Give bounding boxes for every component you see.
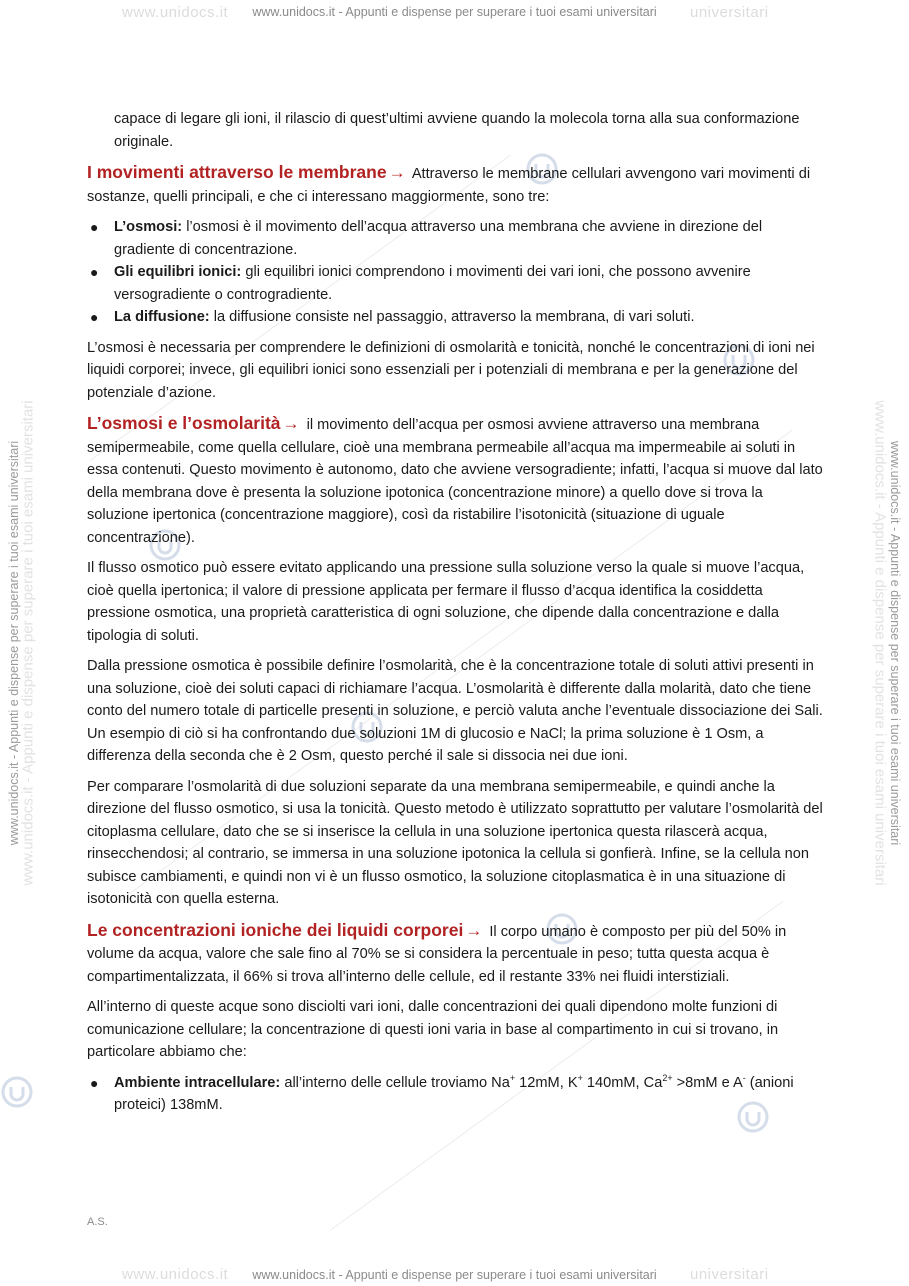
list-item-term: L’osmosi: [114,219,183,235]
footer-initials: A.S. [87,1216,108,1228]
watermark-left: www.unidocs.it - Appunti e dispense per superare i tuoi esami universitari [7,440,21,846]
bullet-dot-icon: ● [90,1074,99,1091]
watermark-top: www.unidocs.it - Appunti e dispense per superare i tuoi esami universitari [252,5,657,19]
superscript: + [509,1072,516,1083]
bullet-dot-icon: ● [90,219,99,235]
paragraph: All’interno di queste acque sono disciolti vari ioni, dalle concentrazioni dei quali dipendono molte funzioni di comunicazione cellulare; la concentrazione di questi ioni varia in base al compartimento in cui si trovano, in particolare abbiamo che: [87,999,779,1060]
list-item-text: gli equilibri ionici comprendono i movimenti dei vari ioni, che possono avvenire versogradiente o controgradiente. [114,264,751,303]
list-item-term: Ambiente intracellulare: [114,1074,281,1091]
paragraph-continuation: capace di legare gli ioni, il rilascio di quest’ultimi avviene quando la molecola torna alla sua conformazione originale. [114,111,800,150]
bullet-list-movements [87,216,825,329]
watermark-right: www.unidocs.it - Appunti e dispense per superare i tuoi esami universitari [888,440,902,846]
paragraph: L’osmosi è necessaria per comprendere le definizioni di osmolarità e tonicità, nonché le concentrazioni di ioni nei liquidi corporei; invece, gli equilibri ionici sono essenziali per i potenziali di membrana e per la generazione del potenziale d’azione. [87,339,815,401]
list-item [87,216,825,261]
superscript: - [742,1072,746,1083]
list-item-text: 140mM, Ca [582,1074,663,1091]
watermark-faint-top-right: universitari [690,4,769,21]
list-item-text: (anioni proteici) 138mM. [114,1074,794,1113]
document-body [87,108,825,1125]
section-concentrazioni [87,919,825,989]
section-heading: Le concentrazioni ioniche dei liquidi corporei [87,919,464,940]
paragraph: Per comparare l’osmolarità di due soluzioni separate da una membrana semipermeabile, e quindi anche la direzione del flusso osmotico, si usa la tonicità. Questo metodo è utilizzato soprattutto per valutare l’osmolarità del citoplasma cellulare, dato che se si inserisce la cellula in una soluzione ipertonica questa rilascerà acqua, rinsecchendosi; al contrario, se immersa in una soluzione ipotonica la cellula si gonfierà. Infine, se la cellula non subisce cambiamenti, e quindi non vi è un flusso osmotico, la soluzione citoplasmatica è in una situazione di isotonicità con quella esterna. [87,778,823,907]
section-heading: I movimenti attraverso le membrane [87,162,387,182]
arrow-right-icon: → [465,920,483,940]
paragraph: Dalla pressione osmotica è possibile definire l’osmolarità, che è la concentrazione totale di soluti attivi presenti in una soluzione, cioè dei soluti capaci di richiamare l’acqua. L’osmolarità è differente dalla molarità, dato che tiene conto del numero totale di particelle presenti in soluzione, e perciò valuta anche l’eventuale dissociazione dei Sali. Un esempio di ciò si ha confrontando due soluzioni 1M di glucosio e NaCl; la prima soluzione è 1 Osm, a differenza della seconda che è 2 Osm, questo perché il sale si dissocia nei due ioni. [87,658,823,764]
list-item-text: la diffusione consiste nel passaggio, attraverso la membrana, di vari soluti. [213,309,695,325]
watermark-bottom: www.unidocs.it - Appunti e dispense per superare i tuoi esami universitari [252,1268,657,1282]
section-heading: L’osmosi e l’osmolarità [87,413,281,433]
list-item [87,306,825,329]
watermark-faint-top-left: www.unidocs.it [122,4,229,21]
list-item [87,261,825,306]
list-item-text: l’osmosi è il movimento dell’acqua attraverso una membrana che avviene in direzione del gradiente di concentrazione. [114,219,763,258]
list-item-term: Gli equilibri ionici: [114,264,242,280]
watermark-faint-right: www.unidocs.it - Appunti e dispense per superare i tuoi esami universitari [871,400,889,886]
list-item [87,1072,825,1117]
superscript: + [577,1072,583,1083]
list-item-text: all’interno delle cellule troviamo Na [284,1074,510,1091]
bullet-list-environments [87,1072,825,1117]
section-text: Il corpo umano è composto per più del 50% in volume da acqua, valore che sale fino al 70% se si considera la percentuale in peso; tutta questa acqua è compartimentalizzata, il 66% si trova all’interno delle cellule, ed il restante 33% nei fluidi interstiziali. [87,923,787,985]
paragraph: Il flusso osmotico può essere evitato applicando una pressione sulla soluzione verso la quale si muove l’acqua, cioè quella ipertonica; il valore di pressione applicata per fermare il flusso d’acqua identifica la cosiddetta pressione osmotica, una proprietà caratteristica di ogni soluzione, che dipende dalla concentrazione e dalla tipologia di soluti. [87,560,805,644]
list-item-text: 12mM, K [515,1074,578,1091]
arrow-right-icon: → [388,163,406,182]
section-movimenti [87,161,825,208]
arrow-right-icon: → [282,414,300,433]
bullet-dot-icon: ● [90,264,99,280]
watermark-faint-bottom-right: universitari [690,1266,769,1283]
watermark-faint-left: www.unidocs.it - Appunti e dispense per superare i tuoi esami universitari [19,400,37,886]
section-text: il movimento dell’acqua per osmosi avviene attraverso una membrana semipermeabile, come quella cellulare, cioè una membrana permeabile all’acqua ma impermeabile ai soluti in essa contenuti. Questo movimento è autonomo, dato che avviene versogradiente; infatti, l’acqua si muove dal lato della membrana dove è presenta la soluzione ipotonica (concentrazione minore) a quello dove si trova la soluzione ipertonica (concentrazione maggiore), così da ristabilire l’isotonicità (situazione di uguale concentrazione). [87,417,823,546]
section-osmosi [87,412,825,549]
watermark-faint-bottom-left: www.unidocs.it [122,1266,229,1283]
unidocs-logo-icon [0,1075,34,1109]
list-item-term: La diffusione: [114,309,210,325]
list-item-text: >8mM e A [672,1074,743,1091]
superscript: 2+ [662,1072,673,1083]
bullet-dot-icon: ● [90,309,99,325]
section-text: Attraverso le membrane cellulari avvengono vari movimenti di sostanze, quelli principali, e che ci interessano maggiormente, sono tre: [87,166,811,205]
